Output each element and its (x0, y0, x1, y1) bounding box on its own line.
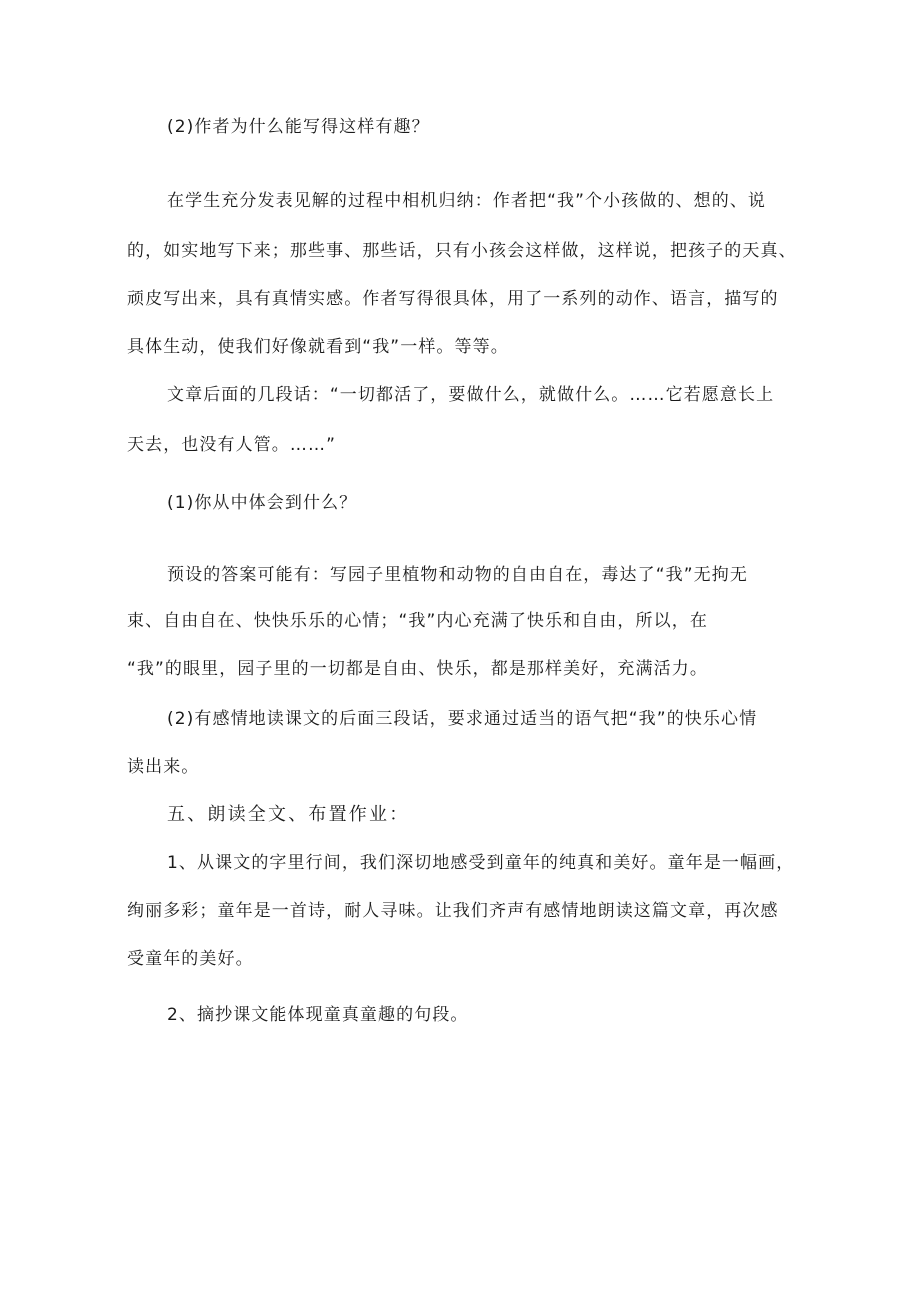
homework-1-line-2: 绚丽多彩；童年是一首诗，耐人寻味。让我们齐声有感情地朗读这篇文章，再次感 (127, 901, 779, 921)
quote-line-2: 天去，也没有人管。……” (127, 435, 337, 455)
task-2-line-2: 读出来。 (127, 757, 200, 777)
answer-line-3: “我”的眼里，园子里的一切都是自由、快乐，都是那样美好，充满活力。 (127, 659, 708, 679)
summary-line-1: 在学生充分发表见解的过程中相机归纳：作者把“我”个小孩做的、想的、说 (167, 191, 767, 211)
homework-1-line-3: 受童年的美好。 (127, 949, 254, 969)
summary-line-2: 的，如实地写下来；那些事、那些话，只有小孩会这样做，这样说，把孩子的天真、 (127, 241, 797, 261)
task-2-line-1: (2)有感情地读课文的后面三段话，要求通过适当的语气把“我”的快乐心情 (167, 709, 758, 729)
quote-line-1: 文章后面的几段话：“一切都活了，要做什么，就做什么。……它若愿意长上 (167, 385, 775, 405)
answer-line-1: 预设的答案可能有：写园子里植物和动物的自由自在，毒达了“我”无拘无 (167, 565, 748, 585)
answer-line-2: 束、自由自在、快快乐乐的心情；“我”内心充满了快乐和自由，所以，在 (127, 611, 708, 631)
section-5-heading: 五、朗读全文、布置作业： (167, 804, 410, 825)
homework-2: 2、摘抄课文能体现童真童趣的句段。 (167, 1005, 469, 1025)
question-1-title: (1)你从中体会到什么？ (167, 493, 358, 513)
homework-1-line-1: 1、从课文的字里行间，我们深切地感受到童年的纯真和美好。童年是一幅画， (167, 853, 795, 873)
summary-line-3: 顽皮写出来，具有真情实感。作者写得很具体，用了一系列的动作、语言，描写的 (127, 289, 779, 309)
question-2-title: (2)作者为什么能写得这样有趣？ (167, 117, 430, 137)
summary-line-4: 具体生动，使我们好像就看到“我”一样。等等。 (127, 337, 509, 357)
